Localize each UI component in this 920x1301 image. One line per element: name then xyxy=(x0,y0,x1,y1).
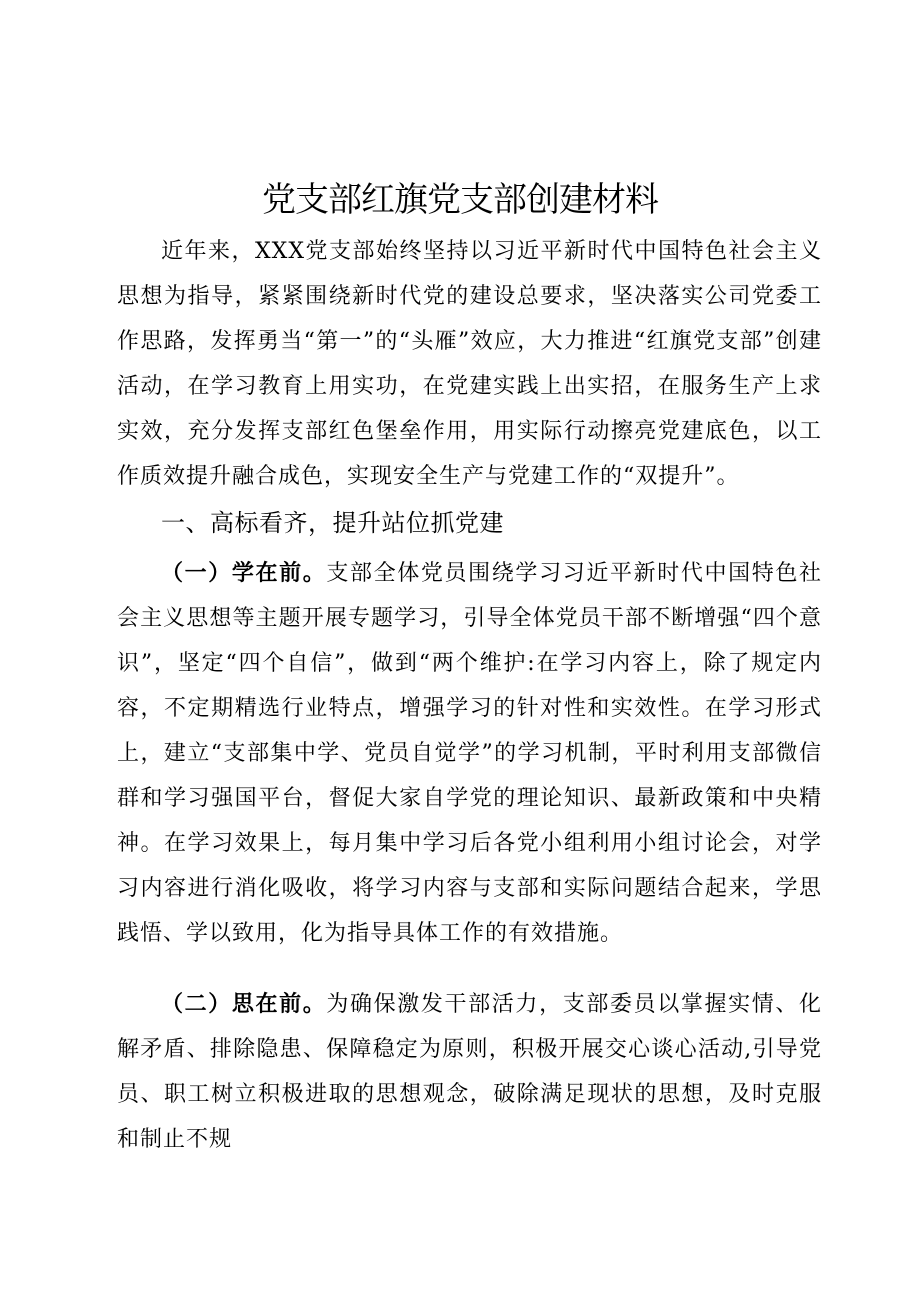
think-body: 为确保激发干部活力，支部委员以掌握实情、化解矛盾、排除隐患、保障稳定为原则，积极开展交心谈心活动,引导党员、职工树立积极进取的思想观念，破除满足现状的思想，及时克服和制止不规 xyxy=(117,992,822,1152)
intro-paragraph: 近年来，XXX党支部始终坚持以习近平新时代中国特色社会主义思想为指导，紧紧围绕新时代党的建设总要求，坚决落实公司党委工作思路，发挥勇当“第一”的“头雁”效应，大力推进“红旗党支部”创建活动，在学习教育上用实功，在党建实践上出实招，在服务生产上求实效，充分发挥支部红色堡垒作用，用实际行动擦亮党建底色，以工作质效提升融合成色，实现安全生产与党建工作的“双提升”。 xyxy=(117,239,822,489)
study-lead: （一）学在前。 xyxy=(161,561,327,586)
think-lead: （二）思在前。 xyxy=(161,992,327,1017)
study-paragraph xyxy=(117,551,822,956)
document-title: 党支部红旗党支部创建材料 xyxy=(262,180,658,220)
study-body: 支部全体党员围绕学习习近平新时代中国特色社会主义思想等主题开展专题学习，引导全体党员干部不断增强“四个意识”，坚定“四个自信”，做到“两个维护:在学习内容上，除了规定内容，不定期精选行业特点，增强学习的针对性和实效性。在学习形式上，建立“支部集中学、党员自觉学”的学习机制，平时利用支部微信群和学习强国平台，督促大家自学党的理论知识、最新政策和中央精神。在学习效果上，每月集中学习后各党小组利用小组讨论会，对学习内容进行消化吸收，将学习内容与支部和实际问题结合起来，学思践悟、学以致用，化为指导具体工作的有效措施。 xyxy=(117,561,822,946)
section-heading: 一、高标看齐，提升站位抓党建 xyxy=(161,509,504,537)
think-paragraph xyxy=(117,982,822,1162)
